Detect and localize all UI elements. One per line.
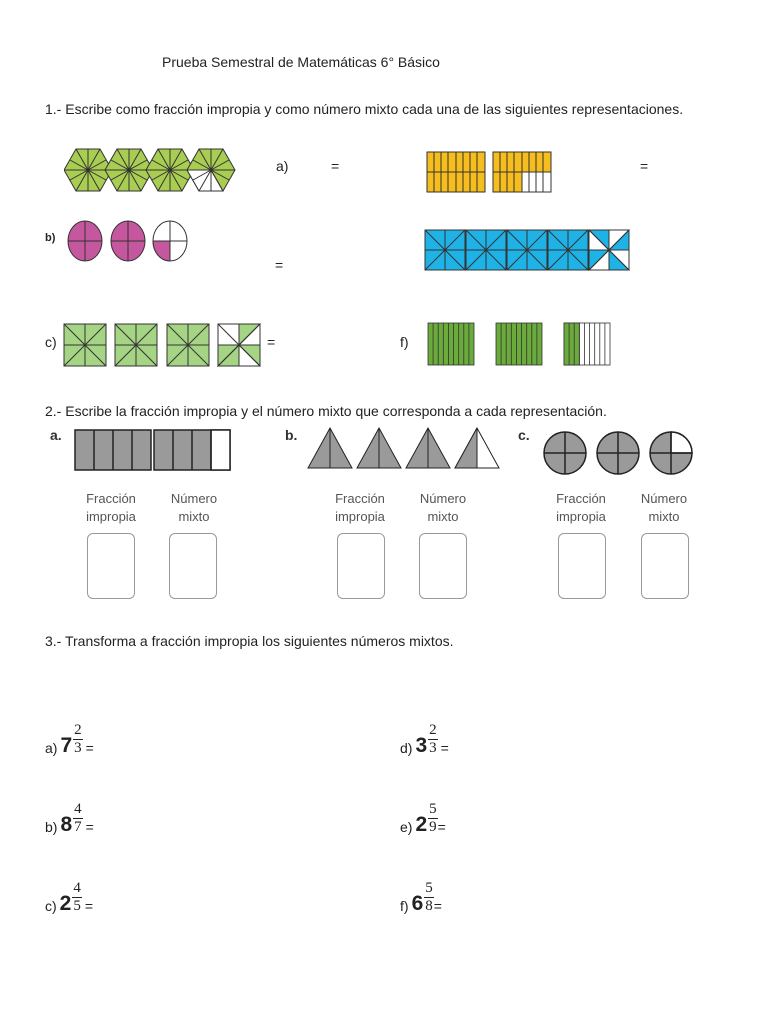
label-fraccion-impropia: Fracción impropia — [556, 491, 606, 524]
mixed-number-c: c) 2 $\frac{4}{5}$ = — [45, 880, 94, 915]
mixed-number-e: e) 2 $\frac{5}{9}$ = — [400, 801, 446, 836]
label-f: f) — [400, 334, 409, 350]
label-b: b) — [45, 232, 56, 244]
mixed-number-f: f) 6 $\frac{5}{8}$ = — [400, 880, 442, 915]
green-bars-figure — [427, 322, 613, 366]
gray-triangles-figure — [306, 426, 502, 470]
label-fraccion-impropia: Fracción impropia — [86, 491, 136, 524]
label-numero-mixto: Número mixto — [640, 491, 688, 524]
page-title: Prueba Semestral de Matemáticas 6° Básico — [162, 54, 440, 70]
question-2-instruction: 2.- Escribe la fracción impropia y el número mixto que corresponda a cada representación. — [45, 403, 607, 419]
equals-sign: = — [267, 334, 276, 350]
section-letter-a: a. — [50, 427, 62, 443]
mixed-number-a: a) 7 $\frac{2}{3}$ = — [45, 722, 94, 757]
equals-sign: = — [275, 257, 284, 273]
question-1-instruction: 1.- Escribe como fracción impropia y como número mixto cada una de las siguientes representaciones. — [45, 101, 684, 117]
hexagons-figure — [64, 144, 236, 196]
answer-box[interactable] — [87, 533, 135, 599]
yellow-bars-figure — [426, 151, 554, 193]
gray-bars-figure — [74, 429, 232, 471]
equals-sign: = — [331, 158, 340, 174]
equals-sign: = — [640, 158, 649, 174]
answer-box[interactable] — [558, 533, 606, 599]
pink-circles-figure — [66, 218, 192, 264]
label-fraccion-impropia: Fracción impropia — [335, 491, 385, 524]
label-numero-mixto: Número mixto — [419, 491, 467, 524]
mixed-number-b: b) 8 $\frac{4}{7}$ = — [45, 801, 94, 836]
question-3-instruction: 3.- Transforma a fracción impropia los siguientes números mixtos. — [45, 633, 454, 649]
gray-circles-figure — [542, 430, 696, 476]
blue-squares-figure — [424, 229, 630, 271]
answer-box[interactable] — [419, 533, 467, 599]
green-squares-figure — [63, 323, 263, 367]
answer-box[interactable] — [337, 533, 385, 599]
section-letter-c: c. — [518, 427, 530, 443]
answer-box[interactable] — [169, 533, 217, 599]
label-c: c) — [45, 334, 57, 350]
label-a: a) — [276, 158, 289, 174]
label-numero-mixto: Número mixto — [170, 491, 218, 524]
answer-box[interactable] — [641, 533, 689, 599]
mixed-number-d: d) 3 $\frac{2}{3}$ = — [400, 722, 449, 757]
section-letter-b: b. — [285, 427, 298, 443]
